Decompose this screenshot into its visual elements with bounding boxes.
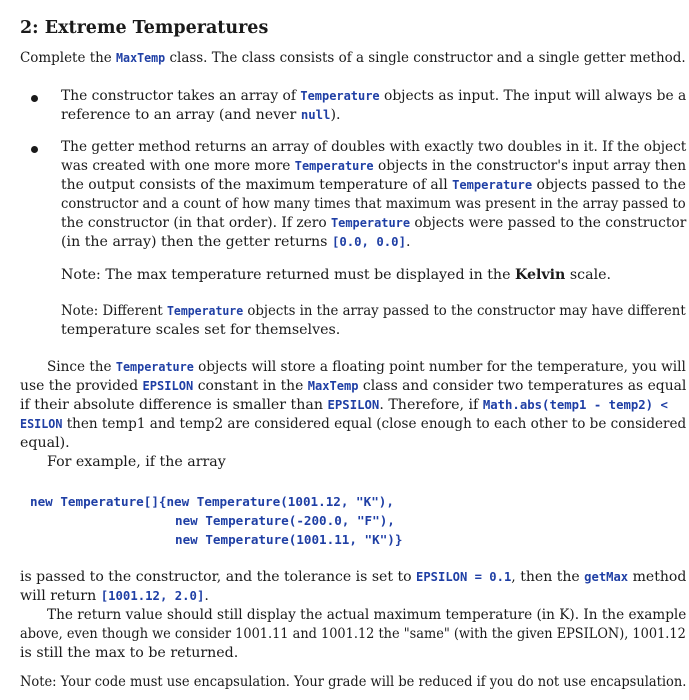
para1-line1: Since the Temperature objects will store a floating point number for the temperature, you will	[47, 359, 686, 375]
code-line-2: new Temperature(-200.0, "F"),	[175, 513, 395, 528]
bullet2-line5: the constructor (in that order). If zero Temperature objects were passed to the constructor	[61, 215, 687, 231]
bullet-dot	[31, 146, 38, 153]
para1-line3: if their absolute difference is smaller than EPSILON. Therefore, if Math.abs(temp1 - temp2) <	[20, 397, 668, 413]
bullet2-line1: The getter method returns an array of doubles with exactly two doubles in it. If the object	[61, 139, 687, 155]
note-kelvin: Note: The max temperature returned must be displayed in the Kelvin scale.	[61, 267, 612, 283]
bullet-dot	[31, 95, 38, 102]
code-maxtemp: MaxTemp	[116, 51, 166, 65]
para3-line3: is still the max to be returned.	[20, 645, 239, 661]
para1-line4: ESILON then temp1 and temp2 are considered equal (close enough to each other to be considered	[20, 416, 687, 432]
bullet1-line1: The constructor takes an array of Temperature objects as input. The input will always be a	[61, 88, 687, 104]
para1-line2: use the provided EPSILON constant in the MaxTemp class and consider two temperatures as equal	[20, 378, 687, 394]
para2-line2: will return [1001.12, 2.0].	[20, 588, 209, 604]
para3-line1: The return value should still display the actual maximum temperature (in K). In the example	[47, 607, 687, 623]
note-scales-line2: temperature scales set for themselves.	[61, 322, 341, 338]
para2-line1: is passed to the constructor, and the tolerance is set to EPSILON = 0.1, then the getMax method	[20, 569, 687, 585]
para1-line5: equal).	[20, 435, 70, 451]
code-line-1: new Temperature[]{new Temperature(1001.12, "K"),	[30, 494, 394, 509]
final-note: Note: Your code must use encapsulation. Your grade will be reduced if you do not use encapsulation.	[20, 674, 687, 690]
note-scales-line1: Note: Different Temperature objects in the array passed to the constructor may have different	[61, 303, 686, 319]
intro-line: Complete the MaxTemp class. The class consists of a single constructor and a single getter method.	[20, 50, 686, 66]
para3-line2: above, even though we consider 1001.11 and 1001.12 the "same" (with the given EPSILON), 1001.12	[20, 626, 686, 642]
section-heading: 2: Extreme Temperatures	[20, 18, 269, 38]
bullet2-line6: (in the array) then the getter returns [0.0, 0.0].	[61, 234, 411, 250]
bullet2-line3: the output consists of the maximum temperature of all Temperature objects passed to the	[61, 177, 686, 193]
bullet2-line2: was created with one more more Temperature objects in the constructor's input array then	[61, 158, 687, 174]
bullet2-line4: constructor and a count of how many times that maximum was present in the array passed to	[61, 196, 686, 212]
para1-line6: For example, if the array	[47, 454, 226, 470]
bullet1-line2: reference to an array (and never null).	[61, 107, 341, 123]
code-line-3: new Temperature(1001.11, "K")}	[175, 532, 403, 547]
